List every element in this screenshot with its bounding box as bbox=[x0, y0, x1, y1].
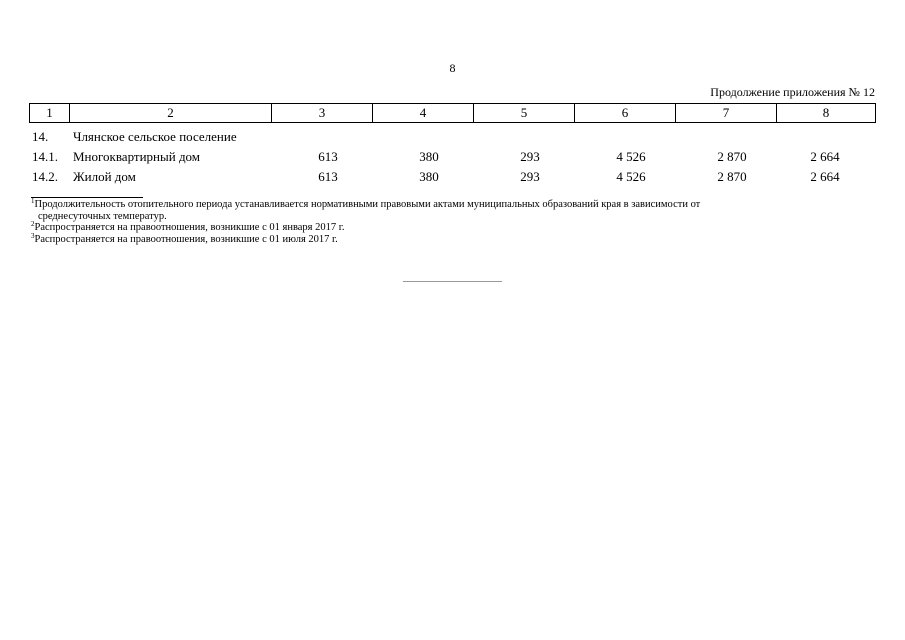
footnote-3 bbox=[31, 231, 875, 246]
footnote-mark: 2 bbox=[31, 220, 35, 228]
footnote-text: Распространяется на правоотношения, возникшие с 01 января 2017 г. bbox=[34, 222, 345, 233]
row-number: 14.2. bbox=[32, 169, 58, 184]
cell-col4: 380 bbox=[419, 169, 439, 184]
footnote-text: Продолжительность отопительного периода устанавливается нормативными правовыми актами муниципальных образований края в зависимости от bbox=[34, 199, 701, 210]
page-number: 8 bbox=[449, 61, 456, 75]
table-body bbox=[29, 127, 875, 187]
column-header-table bbox=[29, 103, 876, 123]
table-row bbox=[29, 167, 875, 187]
cell-col6: 4 526 bbox=[616, 149, 646, 164]
cell-col8: 2 664 bbox=[810, 169, 840, 184]
end-divider bbox=[403, 281, 502, 282]
cell-col7: 2 870 bbox=[717, 169, 747, 184]
header-cell: 4 bbox=[373, 104, 474, 123]
footnote-divider bbox=[31, 197, 143, 198]
footnote-mark: 3 bbox=[31, 231, 35, 240]
footnotes bbox=[31, 199, 875, 245]
footnote-text-continuation: среднесуточных температур. bbox=[38, 210, 167, 222]
row-number: 14.1. bbox=[32, 149, 58, 164]
header-cell: 8 bbox=[777, 104, 876, 123]
cell-col6: 4 526 bbox=[616, 169, 646, 184]
cell-col4: 380 bbox=[419, 149, 439, 164]
header-cell: 6 bbox=[575, 104, 676, 123]
cell-col5: 293 bbox=[520, 169, 540, 184]
cell-col3: 613 bbox=[318, 169, 338, 184]
header-cell: 5 bbox=[474, 104, 575, 123]
section-title: Члянское сельское поселение bbox=[73, 129, 237, 144]
row-name: Жилой дом bbox=[73, 169, 136, 184]
header-cell: 3 bbox=[272, 104, 373, 123]
cell-col3: 613 bbox=[318, 149, 338, 164]
row-name: Многоквартирный дом bbox=[73, 149, 201, 164]
header-cell: 2 bbox=[70, 104, 272, 123]
header-cell: 7 bbox=[676, 104, 777, 123]
footnote-text: Распространяется на правоотношения, возникшие с 01 июля 2017 г. bbox=[34, 233, 338, 245]
continuation-label: Продолжение приложения № 12 bbox=[710, 85, 875, 99]
header-cell: 1 bbox=[30, 104, 70, 123]
footnote-mark: 1 bbox=[31, 197, 35, 205]
cell-col5: 293 bbox=[520, 149, 540, 164]
section-row bbox=[29, 127, 875, 147]
footnote-2 bbox=[31, 222, 875, 234]
header-row bbox=[30, 104, 876, 123]
table-row bbox=[29, 147, 875, 167]
footnote-1 bbox=[31, 199, 875, 222]
section-number: 14. bbox=[32, 129, 49, 144]
cell-col7: 2 870 bbox=[717, 149, 747, 164]
cell-col8: 2 664 bbox=[810, 149, 840, 164]
